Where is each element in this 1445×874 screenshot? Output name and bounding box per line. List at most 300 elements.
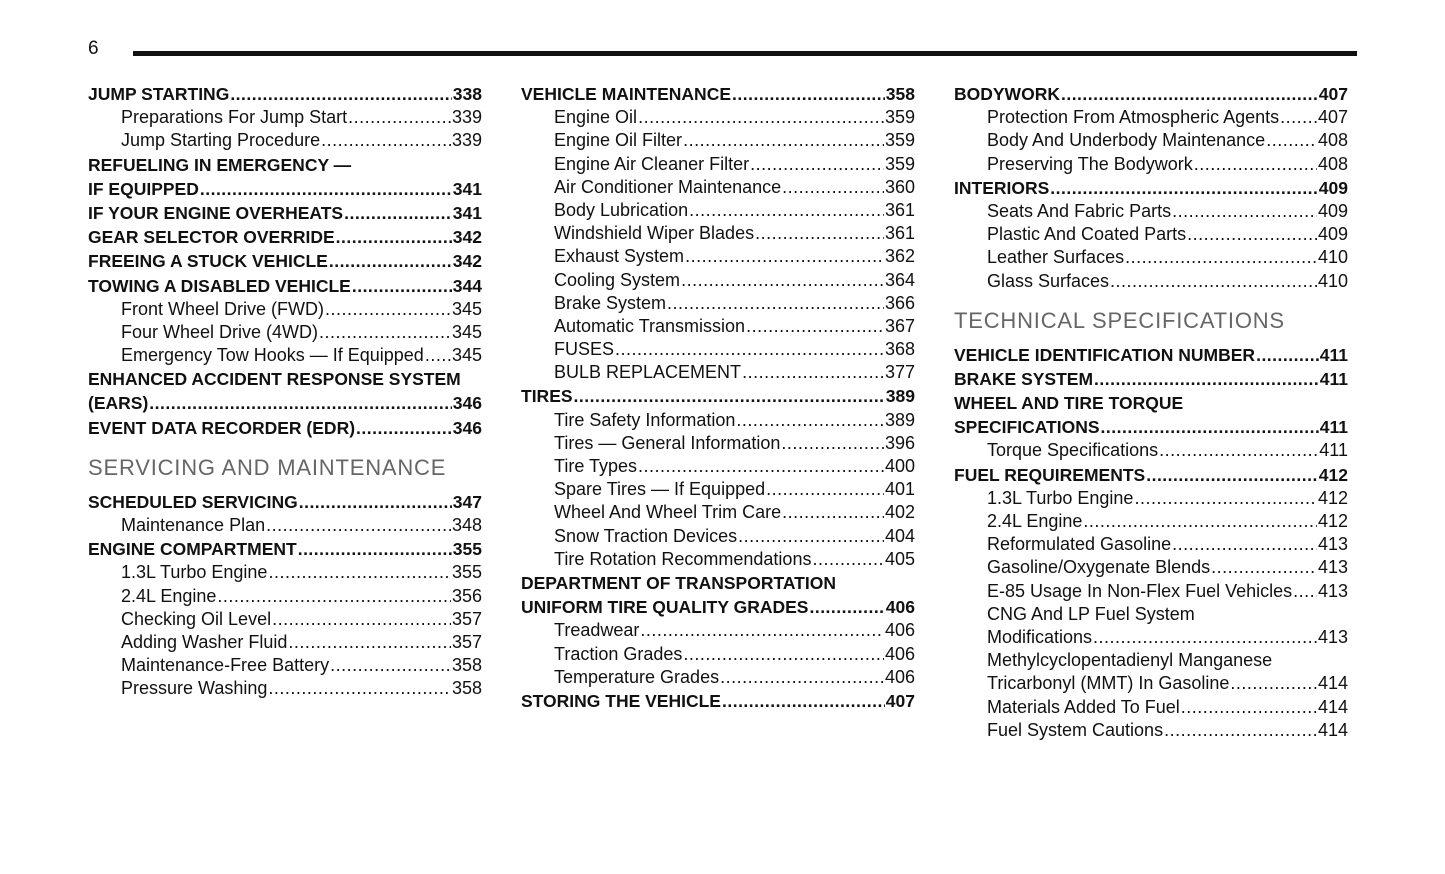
toc-entry-page: 366 <box>884 292 915 313</box>
toc-entry-label: Temperature Grades <box>554 666 720 687</box>
toc-entry-ears[interactable] <box>88 391 482 415</box>
toc-column-3 <box>954 82 1348 742</box>
toc-entry-page: 409 <box>1318 177 1348 198</box>
toc-entry-page: 360 <box>884 176 915 197</box>
toc-entry-page: 364 <box>884 269 915 290</box>
toc-entry-tires[interactable] <box>521 384 915 408</box>
toc-entry-page: 355 <box>451 562 482 583</box>
toc-entry-label: Cooling System <box>554 269 681 290</box>
dot-leader <box>720 666 884 689</box>
toc-entry-air-conditioner-maintenance[interactable] <box>521 176 915 199</box>
toc-entry-page: 406 <box>884 666 915 687</box>
toc-entry-protection-from-atmospheric-agents[interactable] <box>954 106 1348 129</box>
toc-entry-label: E-85 Usage In Non-Flex Fuel Vehicles <box>987 580 1293 601</box>
toc-entry-event-data-recorder-edr[interactable] <box>88 416 482 440</box>
toc-entry-page: 405 <box>884 548 915 569</box>
toc-entry-label: Body Lubrication <box>554 199 689 220</box>
toc-entry-page: 342 <box>452 251 482 272</box>
toc-entry-if-your-engine-overheats[interactable] <box>88 201 482 225</box>
dot-leader <box>1159 439 1318 462</box>
toc-entry-page: 362 <box>884 246 915 267</box>
toc-entry-tire-safety-information[interactable] <box>521 409 915 432</box>
toc-entry-page: 411 <box>1319 368 1348 389</box>
toc-entry-page: 367 <box>884 315 915 336</box>
dot-leader <box>268 677 451 700</box>
toc-entry-label: REFUELING IN EMERGENCY — <box>88 154 352 175</box>
toc-entry-wheel-and-wheel-trim-care[interactable] <box>521 501 915 524</box>
dot-leader <box>299 490 452 514</box>
dot-leader <box>348 106 451 129</box>
dot-leader <box>722 689 885 713</box>
toc-entry-towing-a-disabled-vehicle[interactable] <box>88 274 482 298</box>
dot-leader <box>268 561 451 584</box>
toc-entry-jump-starting-procedure[interactable] <box>88 129 482 152</box>
toc-entry-vehicle-identification-number[interactable] <box>954 343 1348 367</box>
dot-leader <box>1083 510 1317 533</box>
toc-entry-page: 339 <box>451 130 482 151</box>
toc-entry-label: Reformulated Gasoline <box>987 534 1172 555</box>
toc-entry-page: 358 <box>451 655 482 676</box>
toc-entry-label: Tricarbonyl (MMT) In Gasoline <box>987 673 1230 694</box>
toc-entry-label: BRAKE SYSTEM <box>954 368 1094 389</box>
toc-entry-label: Methylcyclopentadienyl Manganese <box>987 650 1273 671</box>
toc-entry-page: 361 <box>884 223 915 244</box>
toc-entry-temperature-grades[interactable] <box>521 666 915 689</box>
toc-entry-page: 359 <box>884 107 915 128</box>
toc-entry-page: 348 <box>451 515 482 535</box>
toc-entry-page: 406 <box>884 643 915 664</box>
toc-entry-preparations-for-jump-start[interactable] <box>88 106 482 129</box>
toc-entry-label: Fuel System Cautions <box>987 719 1164 740</box>
toc-entry-page: 411 <box>1319 417 1348 438</box>
toc-entry-engine-oil-filter[interactable] <box>521 129 915 152</box>
toc-entry-modifications[interactable] <box>954 626 1348 649</box>
toc-entry-label: Pressure Washing <box>121 678 268 699</box>
toc-entry-page: 356 <box>451 585 482 606</box>
toc-entry-label: Air Conditioner Maintenance <box>554 176 782 197</box>
toc-entry-label: VEHICLE IDENTIFICATION NUMBER <box>954 344 1256 365</box>
dot-leader <box>1125 246 1317 269</box>
dot-leader <box>1061 82 1318 106</box>
toc-entry-label: Checking Oil Level <box>121 608 272 629</box>
toc-entry-four-wheel-drive-4wd[interactable] <box>88 321 482 344</box>
dot-leader <box>1110 270 1317 293</box>
dot-leader <box>1293 580 1317 603</box>
toc-entry-1-3l-turbo-engine[interactable] <box>954 487 1348 510</box>
toc-entry-label: Leather Surfaces <box>987 247 1125 268</box>
toc-entry-page: 358 <box>885 84 915 104</box>
toc-entry-refueling-in-emergency[interactable] <box>88 153 482 177</box>
toc-entry-page: 400 <box>884 456 915 476</box>
dot-leader <box>288 631 451 654</box>
toc-entry-maintenance-plan[interactable] <box>88 514 482 537</box>
dot-leader <box>319 321 451 344</box>
toc-entry-brake-system[interactable] <box>954 367 1348 391</box>
toc-entry-page: 359 <box>884 130 915 151</box>
toc-entry-page: 355 <box>452 539 482 560</box>
toc-entry-label: CNG And LP Fuel System <box>987 603 1195 624</box>
toc-entry-page: 406 <box>884 620 915 641</box>
toc-entry-freeing-a-stuck-vehicle[interactable] <box>88 249 482 273</box>
toc-entry-label: Maintenance Plan <box>121 515 266 535</box>
dot-leader <box>344 201 452 225</box>
toc-entry-page: 414 <box>1317 673 1348 694</box>
dot-leader <box>1194 153 1317 176</box>
toc-entry-jump-starting[interactable] <box>88 82 482 106</box>
toc-entry-label: Snow Traction Devices <box>554 525 738 546</box>
toc-entry-label: Engine Oil <box>554 107 638 128</box>
toc-entry-page: 389 <box>884 409 915 430</box>
dot-leader <box>1094 367 1319 391</box>
toc-entry-torque-specifications[interactable] <box>954 439 1348 462</box>
dot-leader <box>683 129 884 152</box>
toc-entry-label: Tires — General Information <box>554 432 781 453</box>
toc-entry-windshield-wiper-blades[interactable] <box>521 222 915 245</box>
toc-entry-label: Traction Grades <box>554 643 683 664</box>
dot-leader <box>638 106 884 129</box>
toc-entry-label: Wheel And Wheel Trim Care <box>554 502 782 523</box>
toc-entry-page: 406 <box>885 597 915 618</box>
toc-entry-snow-traction-devices[interactable] <box>521 525 915 548</box>
dot-leader <box>689 199 884 222</box>
toc-entry-label: UNIFORM TIRE QUALITY GRADES <box>521 597 809 618</box>
toc-entry-label: BODYWORK <box>954 84 1060 104</box>
toc-entry-adding-washer-fluid[interactable] <box>88 631 482 654</box>
toc-entry-cooling-system[interactable] <box>521 269 915 292</box>
toc-entry-label: Emergency Tow Hooks — If Equipped <box>121 345 424 366</box>
dot-leader <box>272 608 451 631</box>
toc-entry-reformulated-gasoline[interactable] <box>954 533 1348 556</box>
toc-entry-page: 368 <box>884 339 915 360</box>
toc-entry-label: Preparations For Jump Start <box>121 107 348 128</box>
toc-entry-label: Torque Specifications <box>987 440 1159 461</box>
toc-entry-engine-air-cleaner-filter[interactable] <box>521 153 915 176</box>
toc-entry-department-of-transportation[interactable] <box>521 571 915 595</box>
toc-entry-page: 357 <box>451 631 482 652</box>
toc-entry-label: Engine Air Cleaner Filter <box>554 153 750 174</box>
toc-entry-page: 358 <box>451 678 482 699</box>
dot-leader <box>200 177 452 201</box>
toc-entry-label: Treadwear <box>554 620 640 641</box>
toc-entry-page: 401 <box>884 479 915 500</box>
toc-entry-fuel-system-cautions[interactable] <box>954 719 1348 742</box>
toc-entry-methylcyclopentadienyl-manganese[interactable] <box>954 649 1348 672</box>
toc-entry-enhanced-accident-response-system[interactable] <box>88 367 482 391</box>
toc-entry-label: 1.3L Turbo Engine <box>987 487 1134 508</box>
toc-entry-page: 357 <box>451 608 482 629</box>
dot-leader <box>1093 626 1317 649</box>
toc-entry-2-4l-engine[interactable] <box>88 585 482 608</box>
toc-entry-label: Protection From Atmospheric Agents <box>987 107 1280 128</box>
toc-entry-label: ENGINE COMPARTMENT <box>88 539 297 560</box>
toc-entry-page: 408 <box>1317 130 1348 151</box>
section-heading-servicing-and-maintenance: SERVICING AND MAINTENANCE <box>88 454 447 480</box>
toc-entry-page: 396 <box>884 432 915 453</box>
toc-entry-page: 414 <box>1317 696 1348 717</box>
dot-leader <box>356 416 452 440</box>
toc-entry-page: 402 <box>884 502 915 523</box>
toc-entry-label: ENHANCED ACCIDENT RESPONSE SYSTEM <box>88 369 461 390</box>
toc-entry-label: INTERIORS <box>954 177 1050 198</box>
dot-leader <box>1050 176 1318 200</box>
dot-leader <box>736 409 884 432</box>
page-number: 6 <box>88 38 99 59</box>
toc-entry-bodywork[interactable] <box>954 82 1348 106</box>
toc-entry-page: 411 <box>1319 440 1348 461</box>
toc-entry-page: 361 <box>884 199 915 220</box>
dot-leader <box>1134 487 1317 510</box>
toc-entry-cng-and-lp-fuel-system[interactable] <box>954 603 1348 626</box>
toc-entry-label: Plastic And Coated Parts <box>987 224 1187 245</box>
toc-entry-tires-general-information[interactable] <box>521 432 915 455</box>
toc-entry-label: VEHICLE MAINTENANCE <box>521 84 732 104</box>
toc-entry-page: 408 <box>1317 153 1348 174</box>
toc-entry-front-wheel-drive-fwd[interactable] <box>88 298 482 321</box>
toc-entry-glass-surfaces[interactable] <box>954 270 1348 293</box>
toc-entry-label: Body And Underbody Maintenance <box>987 130 1266 151</box>
dot-leader <box>755 222 884 245</box>
toc-entry-scheduled-servicing[interactable] <box>88 490 482 514</box>
toc-entry-label: Glass Surfaces <box>987 270 1110 291</box>
toc-entry-label: DEPARTMENT OF TRANSPORTATION <box>521 572 836 593</box>
toc-entry-2-4l-engine[interactable] <box>954 510 1348 533</box>
toc-entry-fuel-requirements[interactable] <box>954 463 1348 487</box>
toc-entry-label: Adding Washer Fluid <box>121 631 288 652</box>
toc-entry-tire-types[interactable] <box>521 455 915 478</box>
toc-entry-page: 407 <box>1318 84 1348 104</box>
toc-entry-label: TOWING A DISABLED VEHICLE <box>88 275 351 296</box>
toc-column-2 <box>521 82 915 713</box>
toc-entry-1-3l-turbo-engine[interactable] <box>88 561 482 584</box>
dot-leader <box>321 129 451 152</box>
toc-entry-tire-rotation-recommendations[interactable] <box>521 548 915 571</box>
toc-entry-wheel-and-tire-torque[interactable] <box>954 391 1348 415</box>
toc-entry-page: 412 <box>1318 464 1348 485</box>
dot-leader <box>352 274 452 298</box>
dot-leader <box>1181 696 1317 719</box>
toc-entry-body-and-underbody-maintenance[interactable] <box>954 129 1348 152</box>
dot-leader <box>298 537 452 561</box>
toc-entry-label: Tire Types <box>554 456 638 476</box>
toc-entry-label: IF YOUR ENGINE OVERHEATS <box>88 202 344 223</box>
toc-entry-label: Preserving The Bodywork <box>987 153 1193 174</box>
toc-entry-treadwear[interactable] <box>521 619 915 642</box>
toc-entry-label: Maintenance-Free Battery <box>121 655 330 676</box>
dot-leader <box>1256 343 1319 367</box>
toc-entry-page: 389 <box>885 386 915 407</box>
toc-entry-page: 345 <box>451 345 482 366</box>
dot-leader <box>574 384 885 408</box>
toc-entry-page: 341 <box>452 202 482 223</box>
dot-leader <box>217 585 451 608</box>
toc-entry-specifications[interactable] <box>954 415 1348 439</box>
toc-entry-spare-tires-if-equipped[interactable] <box>521 478 915 501</box>
toc-entry-label: FREEING A STUCK VEHICLE <box>88 251 328 272</box>
toc-entry-fuses[interactable] <box>521 338 915 361</box>
toc-entry-preserving-the-bodywork[interactable] <box>954 153 1348 176</box>
toc-entry-brake-system[interactable] <box>521 292 915 315</box>
dot-leader <box>782 501 884 524</box>
dot-leader <box>1172 200 1317 223</box>
toc-entry-label: EVENT DATA RECORDER (EDR) <box>88 417 356 438</box>
dot-leader <box>1266 129 1317 152</box>
dot-leader <box>681 269 884 292</box>
toc-entry-label: Seats And Fabric Parts <box>987 200 1172 221</box>
toc-entry-page: 341 <box>452 178 482 199</box>
toc-entry-label: Engine Oil Filter <box>554 130 683 151</box>
toc-entry-page: 410 <box>1317 247 1348 268</box>
dot-leader <box>683 643 884 666</box>
toc-entry-maintenance-free-battery[interactable] <box>88 654 482 677</box>
dot-leader <box>615 338 884 361</box>
toc-entry-page: 407 <box>885 690 915 711</box>
toc-entry-page: 345 <box>451 321 482 342</box>
dot-leader <box>638 455 884 478</box>
toc-entry-plastic-and-coated-parts[interactable] <box>954 223 1348 246</box>
dot-leader <box>782 176 884 199</box>
toc-entry-page: 345 <box>451 298 482 319</box>
toc-entry-page: 411 <box>1319 344 1348 365</box>
toc-entry-label: (EARS) <box>88 393 149 414</box>
toc-entry-seats-and-fabric-parts[interactable] <box>954 200 1348 223</box>
dot-leader <box>781 432 884 455</box>
dot-leader <box>812 548 884 571</box>
toc-entry-traction-grades[interactable] <box>521 643 915 666</box>
toc-entry-bulb-replacement[interactable] <box>521 361 915 384</box>
dot-leader <box>738 525 884 548</box>
toc-entry-label: Windshield Wiper Blades <box>554 223 755 244</box>
dot-leader <box>732 82 885 106</box>
toc-entry-page: 359 <box>884 153 915 174</box>
toc-entry-label: BULB REPLACEMENT <box>554 362 742 383</box>
toc-entry-label: Tire Rotation Recommendations <box>554 548 812 569</box>
toc-entry-page: 344 <box>452 275 482 296</box>
section-heading-technical-specifications: TECHNICAL SPECIFICATIONS <box>954 307 1285 333</box>
toc-entry-engine-compartment[interactable] <box>88 537 482 561</box>
toc-entry-label: Spare Tires — If Equipped <box>554 479 766 500</box>
dot-leader <box>667 292 884 315</box>
toc-entry-label: Brake System <box>554 292 667 313</box>
dot-leader <box>640 619 884 642</box>
toc-entry-pressure-washing[interactable] <box>88 677 482 700</box>
toc-entry-uniform-tire-quality-grades[interactable] <box>521 595 915 619</box>
dot-leader <box>330 654 451 677</box>
toc-entry-page: 410 <box>1317 270 1348 291</box>
toc-entry-page: 412 <box>1317 487 1348 508</box>
dot-leader <box>149 391 452 415</box>
toc-entry-gear-selector-override[interactable] <box>88 225 482 249</box>
dot-leader <box>809 595 884 619</box>
toc-entry-page: 377 <box>884 362 915 383</box>
toc-entry-page: 413 <box>1317 534 1348 555</box>
dot-leader <box>1172 533 1317 556</box>
toc-entry-if-equipped[interactable] <box>88 177 482 201</box>
header-rule <box>133 51 1357 56</box>
toc-entry-page: 346 <box>452 417 482 438</box>
toc-entry-page: 407 <box>1317 107 1348 128</box>
dot-leader <box>425 344 451 367</box>
toc-entry-page: 409 <box>1317 224 1348 245</box>
dot-leader <box>329 249 452 273</box>
dot-leader <box>750 153 884 176</box>
toc-entry-label: Front Wheel Drive (FWD) <box>121 298 325 319</box>
dot-leader <box>1187 223 1317 246</box>
toc-entry-label: Jump Starting Procedure <box>121 130 321 151</box>
toc-entry-label: 2.4L Engine <box>121 585 217 606</box>
toc-entry-page: 404 <box>884 525 915 546</box>
dot-leader <box>1101 415 1319 439</box>
dot-leader <box>1211 556 1317 579</box>
toc-entry-label: IF EQUIPPED <box>88 178 199 199</box>
dot-leader <box>266 514 451 537</box>
toc-entry-page: 339 <box>451 107 482 128</box>
toc-entry-emergency-tow-hooks-if-equipped[interactable] <box>88 344 482 367</box>
toc-entry-page: 347 <box>452 491 482 512</box>
dot-leader <box>685 245 884 268</box>
toc-entry-label: FUSES <box>554 339 615 360</box>
toc-entry-vehicle-maintenance[interactable] <box>521 82 915 106</box>
dot-leader <box>325 298 451 321</box>
dot-leader <box>742 361 884 384</box>
toc-entry-label: WHEEL AND TIRE TORQUE <box>954 393 1184 414</box>
toc-entry-page: 413 <box>1317 626 1348 647</box>
toc-column-1 <box>88 82 482 701</box>
toc-entry-tricarbonyl-mmt-in-gasoline[interactable] <box>954 672 1348 695</box>
toc-entry-automatic-transmission[interactable] <box>521 315 915 338</box>
toc-entry-label: Modifications <box>987 626 1093 647</box>
toc-entry-label: JUMP STARTING <box>88 84 230 104</box>
toc-entry-page: 414 <box>1317 719 1348 740</box>
toc-entry-page: 413 <box>1317 557 1348 578</box>
toc-entry-label: SCHEDULED SERVICING <box>88 491 298 512</box>
toc-entry-label: SPECIFICATIONS <box>954 417 1100 438</box>
toc-entry-leather-surfaces[interactable] <box>954 246 1348 269</box>
toc-entry-label: Materials Added To Fuel <box>987 696 1180 717</box>
toc-entry-label: Automatic Transmission <box>554 315 746 336</box>
toc-entry-checking-oil-level[interactable] <box>88 608 482 631</box>
toc-entry-label: STORING THE VEHICLE <box>521 690 721 711</box>
toc-entry-gasoline-oxygenate-blends[interactable] <box>954 556 1348 579</box>
dot-leader <box>230 82 451 106</box>
toc-entry-body-lubrication[interactable] <box>521 199 915 222</box>
toc-entry-label: GEAR SELECTOR OVERRIDE <box>88 227 335 248</box>
dot-leader <box>1164 719 1317 742</box>
toc-entry-page: 342 <box>452 227 482 248</box>
toc-entry-label: Gasoline/Oxygenate Blends <box>987 557 1211 578</box>
toc-entry-page: 413 <box>1317 580 1348 601</box>
toc-entry-label: 1.3L Turbo Engine <box>121 562 268 583</box>
toc-entry-interiors[interactable] <box>954 176 1348 200</box>
dot-leader <box>336 225 452 249</box>
dot-leader <box>1230 672 1317 695</box>
toc-entry-label: FUEL REQUIREMENTS <box>954 464 1146 485</box>
toc-entry-e-85-usage-in-non-flex-fuel-vehicles[interactable] <box>954 580 1348 603</box>
toc-entry-storing-the-vehicle[interactable] <box>521 689 915 713</box>
dot-leader <box>1146 463 1318 487</box>
toc-entry-page: 346 <box>452 393 482 414</box>
toc-entry-page: 338 <box>452 84 482 104</box>
dot-leader <box>1280 106 1317 129</box>
toc-entry-materials-added-to-fuel[interactable] <box>954 696 1348 719</box>
toc-entry-engine-oil[interactable] <box>521 106 915 129</box>
toc-entry-label: TIRES <box>521 386 573 407</box>
toc-entry-label: Tire Safety Information <box>554 409 736 430</box>
toc-entry-label: Exhaust System <box>554 246 685 267</box>
toc-entry-page: 412 <box>1317 511 1348 531</box>
toc-entry-page: 409 <box>1317 200 1348 221</box>
dot-leader <box>746 315 884 338</box>
toc-entry-exhaust-system[interactable] <box>521 245 915 268</box>
